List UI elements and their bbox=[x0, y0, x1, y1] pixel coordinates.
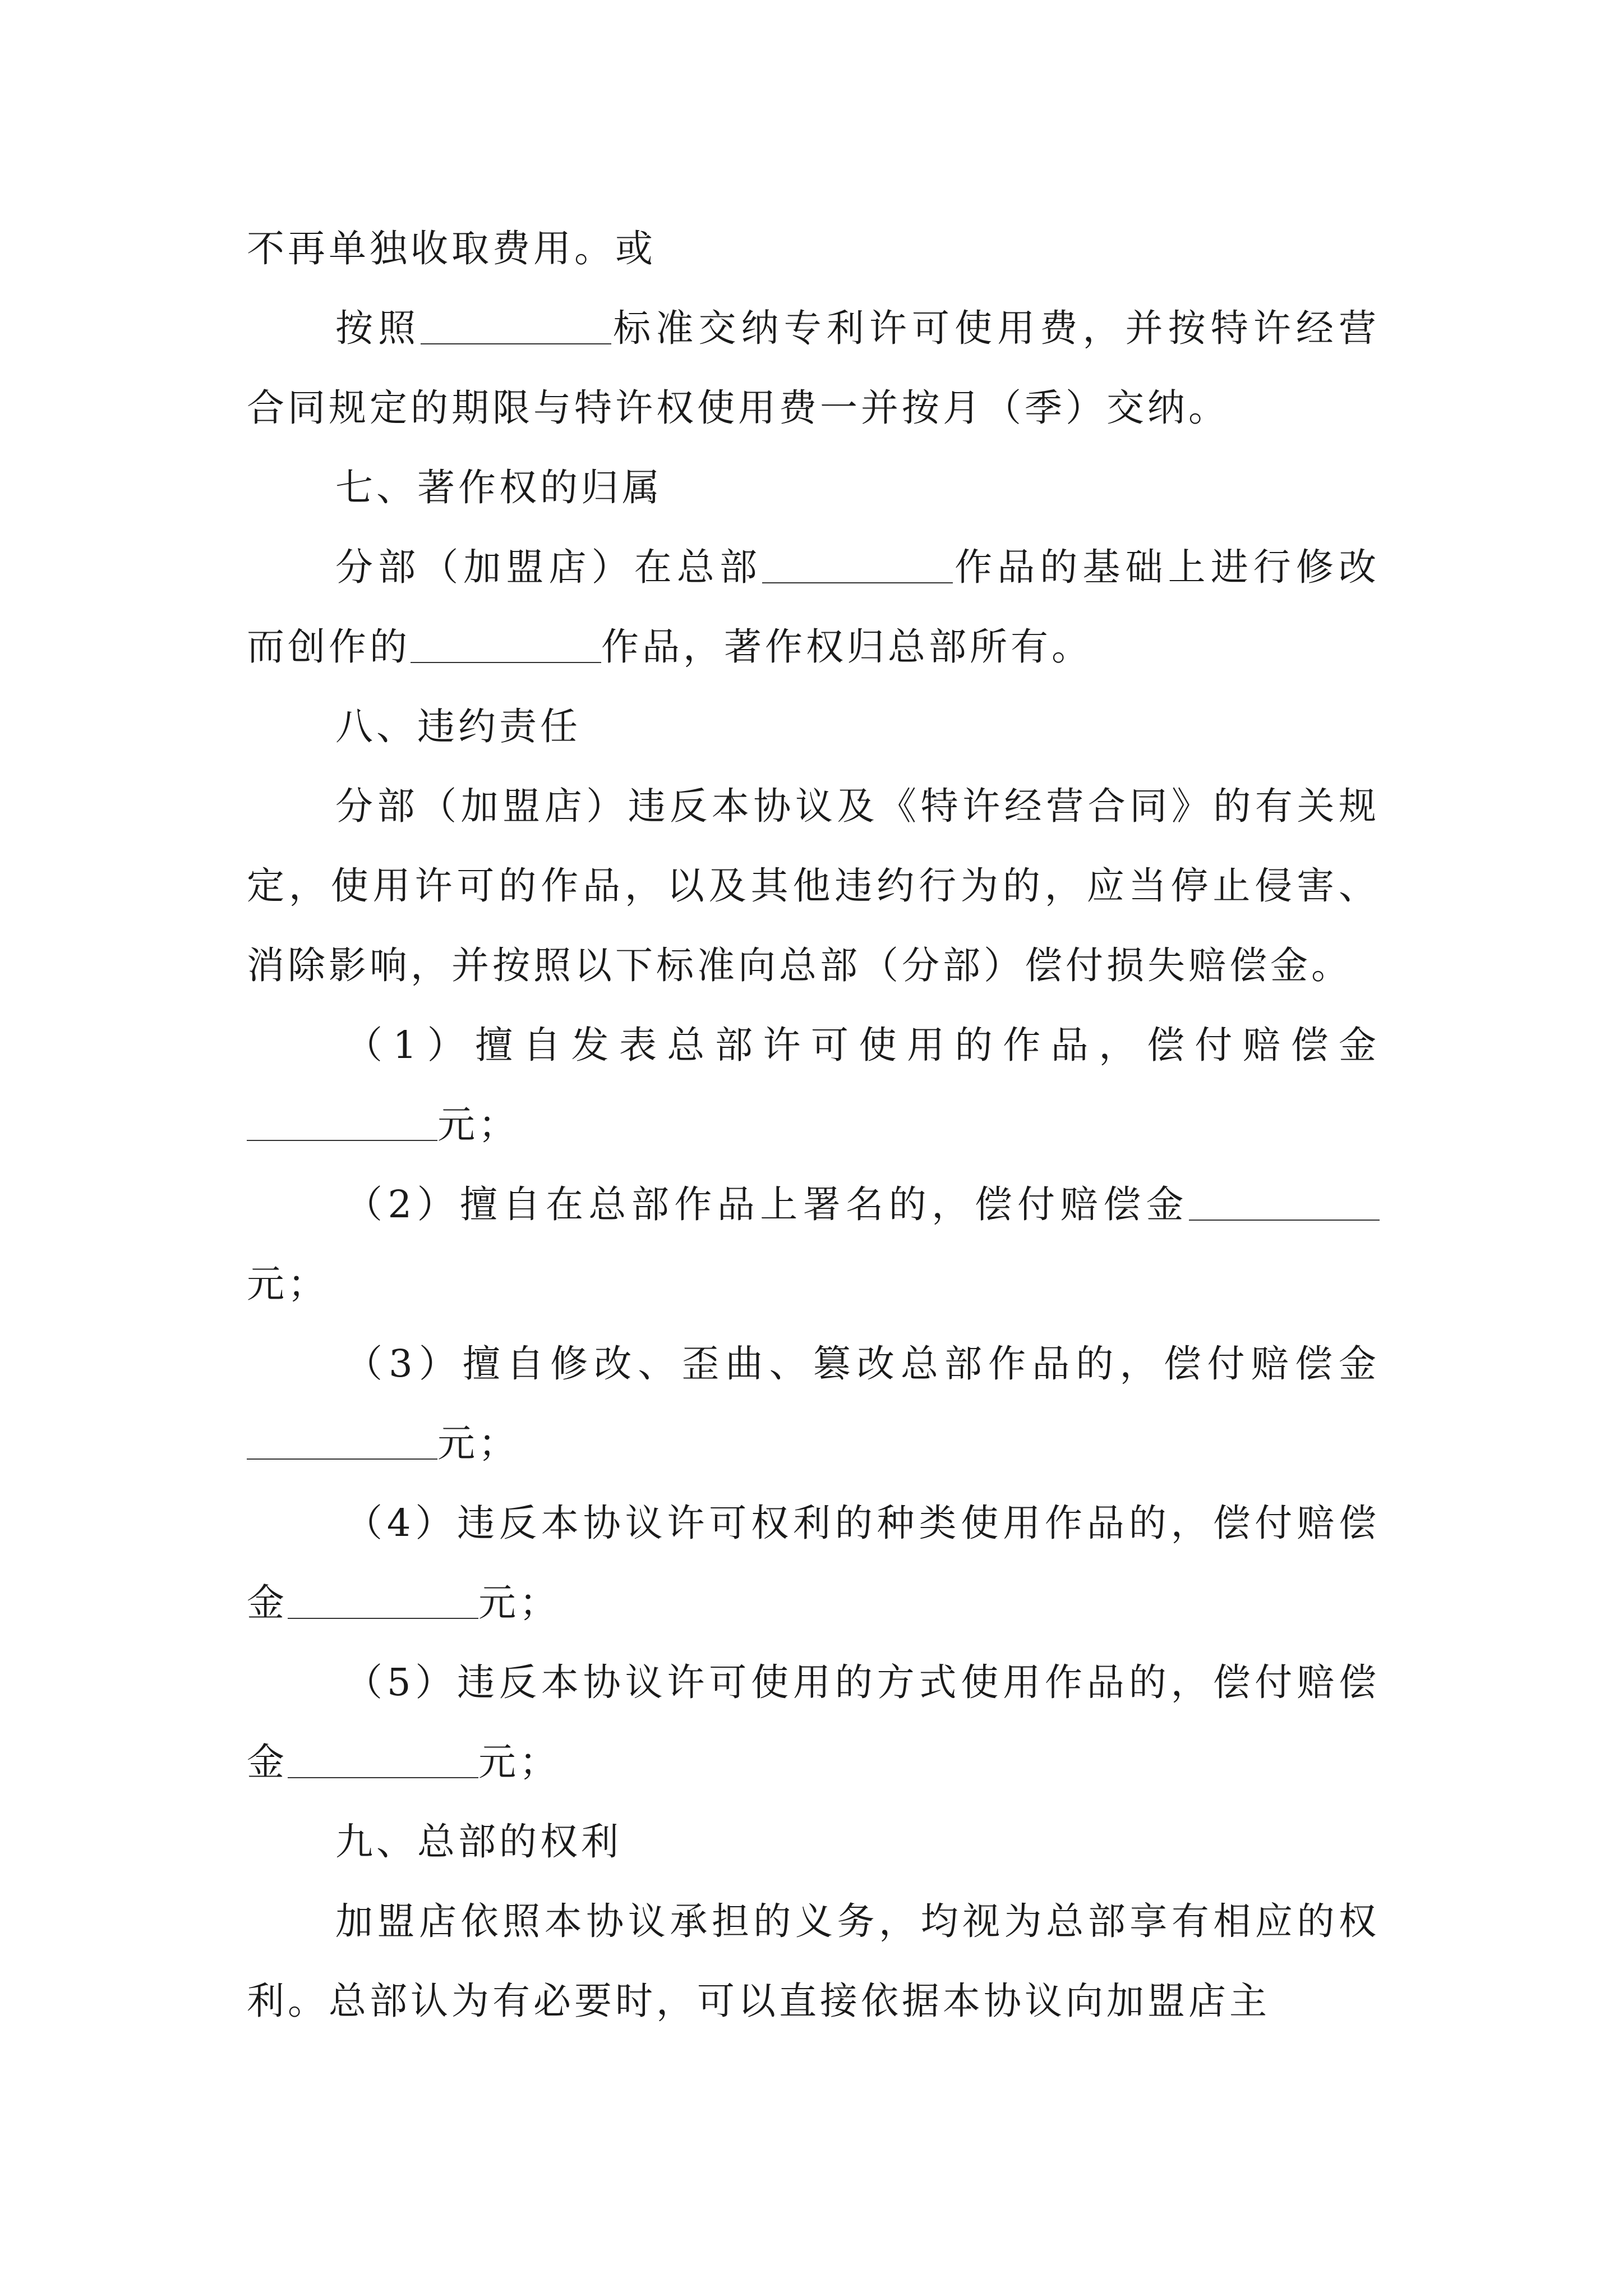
list-item-compensation-4 bbox=[247, 1483, 1380, 1642]
item-text: （3）擅自修改、歪曲、篡改总部作品的，偿付赔偿金 bbox=[345, 1342, 1380, 1386]
patent-fee-blank bbox=[421, 343, 611, 344]
section-heading-copyright: 七、著作权的归属 bbox=[335, 466, 663, 509]
item-unit: 元； bbox=[247, 1262, 329, 1306]
list-item-compensation-5 bbox=[247, 1642, 1380, 1802]
patent-fee-text-after: 标准交纳专利许可使用费，并按特许经营合同规定的期限与特许权使用费一并按月（季）交纳。 bbox=[247, 306, 1380, 430]
compensation-amount-blank bbox=[247, 1458, 437, 1460]
item-text: （4）违反本协议许可权利的种类使用作品的，偿付赔偿金 bbox=[247, 1501, 1380, 1625]
item-text: （2）擅自在总部作品上署名的，偿付赔偿金 bbox=[345, 1182, 1189, 1226]
copyright-blank-1 bbox=[762, 582, 953, 583]
list-item-compensation-2 bbox=[247, 1165, 1380, 1324]
paragraph-copyright bbox=[247, 527, 1380, 687]
copyright-text-3: 作品，著作权归总部所有。 bbox=[601, 625, 1092, 669]
section-heading-hq-rights: 九、总部的权利 bbox=[335, 1820, 622, 1864]
document-body bbox=[247, 209, 1380, 2041]
compensation-amount-blank bbox=[288, 1777, 478, 1778]
copyright-text-2: 作品的基础上进行修改而创作的 bbox=[247, 545, 1380, 669]
paragraph-fee-clause-end: 不再单独收取费用。或 bbox=[247, 227, 656, 270]
item-unit: 元； bbox=[478, 1740, 560, 1784]
item-text: （1）擅自发表总部许可使用的作品，偿付赔偿金 bbox=[345, 1023, 1380, 1067]
compensation-amount-blank bbox=[1189, 1219, 1380, 1221]
item-text: （5）违反本协议许可使用的方式使用作品的，偿付赔偿金 bbox=[247, 1660, 1380, 1784]
item-unit: 元； bbox=[437, 1421, 519, 1465]
item-unit: 元； bbox=[437, 1103, 519, 1147]
compensation-amount-blank bbox=[288, 1617, 478, 1619]
item-unit: 元； bbox=[478, 1581, 560, 1625]
copyright-text-1: 分部（加盟店）在总部 bbox=[335, 545, 762, 589]
paragraph-patent-fee bbox=[247, 288, 1380, 448]
copyright-blank-2 bbox=[411, 661, 601, 663]
list-item-compensation-3 bbox=[247, 1324, 1380, 1483]
compensation-amount-blank bbox=[247, 1139, 437, 1141]
patent-fee-text-before: 按照 bbox=[335, 306, 421, 350]
paragraph-breach: 分部（加盟店）违反本协议及《特许经营合同》的有关规定，使用许可的作品，以及其他违约行为的，应当停止侵害、消除影响，并按照以下标准向总部（分部）偿付损失赔偿金。 bbox=[247, 784, 1380, 987]
list-item-compensation-1 bbox=[247, 1005, 1380, 1165]
paragraph-hq-rights: 加盟店依照本协议承担的义务，均视为总部享有相应的权利。总部认为有必要时，可以直接依据本协议向加盟店主 bbox=[247, 1899, 1380, 2023]
section-heading-breach: 八、违约责任 bbox=[335, 705, 581, 748]
